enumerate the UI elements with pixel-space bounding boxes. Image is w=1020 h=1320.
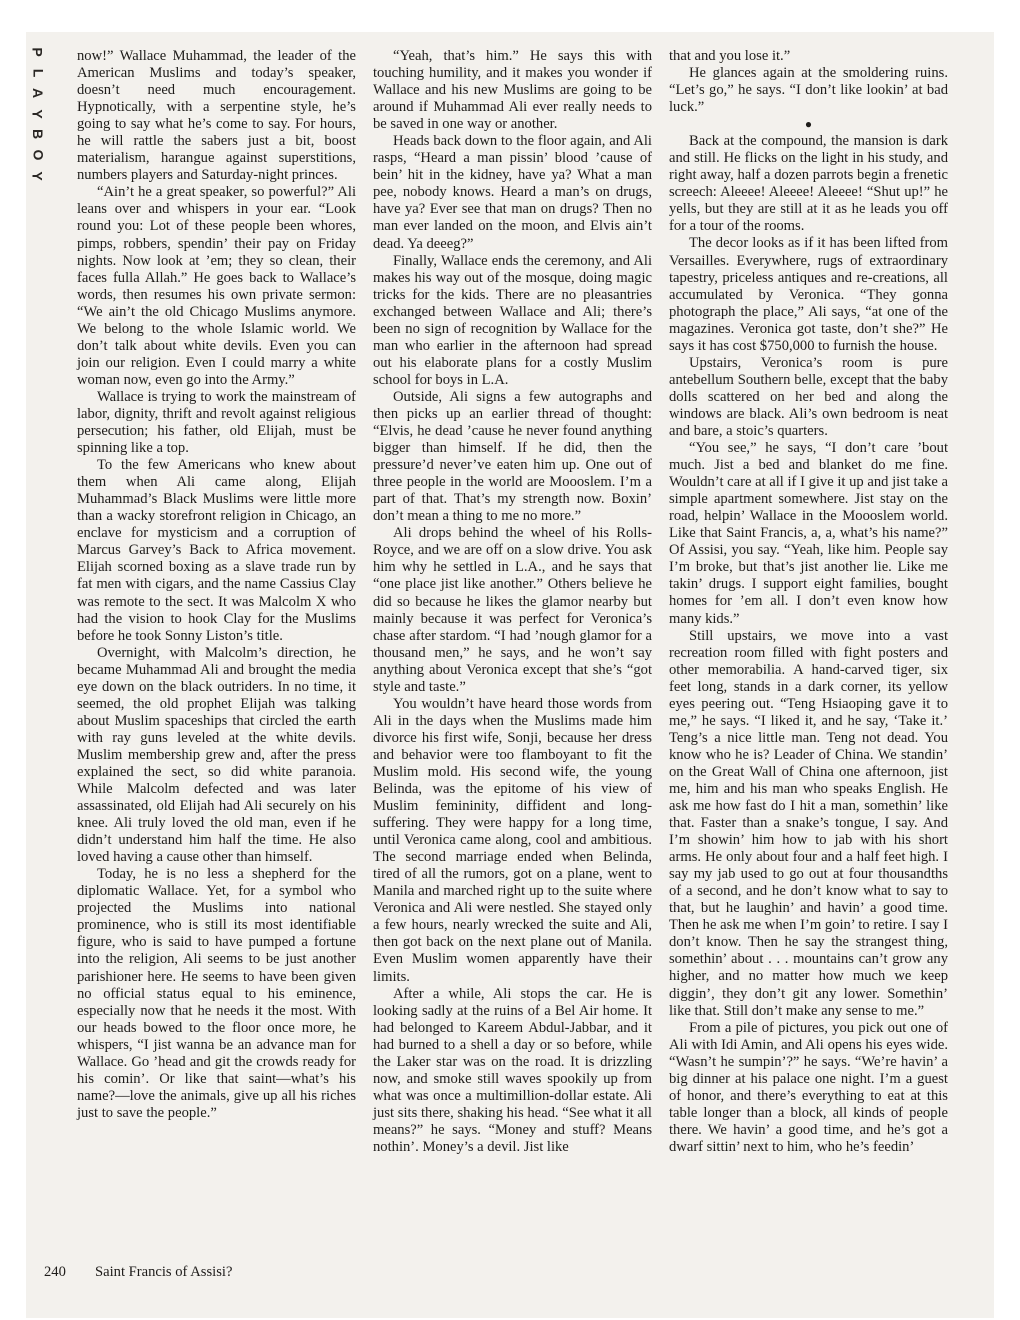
paragraph: Today, he is no less a shepherd for the diplomatic Wallace. Yet, for a symbol who projected the Muslims into national prominence, who is still its most identifiable figure, who is said to have pumped a fortune into the religion, Ali seems to be just another parishioner here. He seems to have been given no official status equal to his eminence, especially now that he needs it the most. With our heads bowed to the floor once more, he whispers, “I jist wanna be an advance man for Wallace. Go ’head and git the crowds ready for his comin’. Or like that saint—what’s his name?—love the animals, give up all his riches just to save the people.”: [77, 866, 356, 1121]
paragraph: You wouldn’t have heard those words from Ali in the days when the Muslims made him divorce his first wife, Sonji, because her dress and behavior were too flamboyant to fit the Muslim mold. His second wife, the young Belinda, was the epitome of his view of Muslim femininity, diffident and long-suffering. They were happy for a long time, until Veronica came along, cool and ambitious. The second marriage ended when Belinda, tired of all the rumors, got on a plane, went to Manila and marched right up to the suite where Veronica and Ali were nestled. She stayed only a few hours, nearly wrecked the suite and Ali, then got back on the next plane out of Manila. Even Muslim women apparently have their limits.: [373, 695, 652, 985]
section-break-bullet: ●: [804, 117, 813, 132]
paragraph: He glances again at the smoldering ruins. “Let’s go,” he says. “I don’t like lookin’ at bad luck.”: [669, 65, 948, 116]
paragraph: Heads back down to the floor again, and Ali rasps, “Heard a man pissin’ blood ’cause of bein’ hit in the kidney, have ya? What a man pee, nobody knows. Heard a man’s on drugs, have ya? Ever see that man on drugs? Then no man ever landed on the moon, and Elvis ain’t dead. Ya deeeg?”: [373, 133, 652, 252]
paragraph: “You see,” he says, “I don’t care ’bout much. Jist a bed and blanket do me fine. Wouldn’t care at all if I give it up and jist take a simple apartment somewhere. Jist stay on the road, helpin’ Wallace in the Moooslem world. Like that Saint Francis, a, a, what’s his name?” Of Assisi, you say. “Yeah, like him. People say I’m broke, but that’s jist another lie. Like me takin’ drugs. I support eight families, bought homes for ’em all. I don’t even know how many kids.”: [669, 440, 948, 627]
running-head-letter: O: [29, 149, 46, 161]
paragraph: that and you lose it.”: [669, 48, 791, 64]
running-head-letter: L: [30, 68, 46, 77]
running-head: [30, 44, 46, 188]
paragraph: Saint Francis of Assisi?: [95, 1264, 233, 1280]
page-number: 240: [44, 1264, 66, 1280]
paragraph: Overnight, with Malcolm’s direction, he became Muhammad Ali and brought the media eye down on the black outriders. In no time, it seemed, the old prophet Elijah was talking about Muslim spaceships that circled the earth with ray guns leveled at the white devils. Muslim membership grew and, after the press explained the sect, so did white paranoia. While Malcolm defected and was later assassinated, old Elijah had Ali securely on his knee. Ali truly loved the old man, even if he didn’t understand him half the time. He also loved having a cause other than himself.: [77, 644, 356, 866]
paragraph: Upstairs, Veronica’s room is pure antebellum Southern belle, except that the baby dolls scattered on her bed and along the windows are black. Ali’s own bedroom is neat and bare, a stoic’s quarters.: [669, 354, 948, 439]
paragraph: now!” Wallace Muhammad, the leader of the American Muslims and today’s speaker, doesn’t need much encouragement. Hypnotically, with a serpentine style, he’s going to say what he’s come to say. For hours, he will rattle the sabers just a bit, boost materialism, harangue against superstitions, numbers players and Saturday-night princes.: [77, 48, 356, 184]
paragraph: After a while, Ali stops the car. He is looking sadly at the ruins of a Bel Air home. It had belonged to Kareem Abdul-Jabbar, and it had burned to a shell a day or so before, while the Laker star was on the road. It is drizzling now, and smoke still waves spookily up from what was once a multimillion-dollar estate. Ali just sits there, shaking his head. “See what it all means?” he says. “Money and stuff? Means nothin’. Money’s a devil. Jist like: [373, 985, 652, 1155]
paragraph: Wallace is trying to work the mainstream of labor, dignity, thrift and revolt against religious persecution; his father, old Elijah, must be spinning like a top.: [77, 388, 356, 457]
running-head-letter: P: [30, 47, 46, 57]
paragraph: Still upstairs, we move into a vast recreation room filled with fight posters and other memorabilia. A hand-carved tiger, six feet long, stands in a dark corner, its yellow eyes peering out. “Teng Hsiaoping gave it to me,” he says. “I liked it, and he say, ‘Take it.’ Teng’s a nice little man. Teng not dead. You know who he is? Leader of China. We standin’ on the Great Wall of China one afternoon, jist me, him and his man who speaks English. He ask me how fast do I hit a man, somethin’ like that. Faster than a snake’s tongue, I say. And I’m showin’ him how to jab with his short arms. He only about four and a half feet high. I say my jab used to go out at four thousandths of a second, and he don’t know what to say to that, but he laughin’ and havin’ a good time. Then he ask me when I’m goin’ to retire. I say I don’t know. Then he say the strangest thing, somethin’ about . . . mountains can’t grow any higher, and no matter how much we keep diggin’, they don’t git any lower. Somethin’ like that. Still don’t make any sense to me.”: [669, 627, 948, 1019]
paragraph: Finally, Wallace ends the ceremony, and Ali makes his way out of the mosque, doing magic tricks for the kids. There are no pleasantries exchanged between Wallace and Ali; there’s been no sign of recognition by Wallace for the man who earlier in the afternoon had spread out his elaborate plans for a costly Muslim school for boys in L.A.: [373, 252, 652, 388]
paragraph: From a pile of pictures, you pick out one of Ali with Idi Amin, and Ali opens his eyes wide. “Wasn’t he sumpin’?” he says. “We’re havin’ a big dinner at his palace one night. I’m a guest of honor, and there’s everything to eat at this table longer than a block, all kinds of people there. We havin’ a good time, and he’s got a dwarf sittin’ next to him, who he’s feedin’: [669, 1019, 948, 1155]
running-head-letter: A: [30, 88, 46, 99]
column-1: [77, 48, 356, 1122]
column-3: [669, 48, 948, 1156]
running-head-letter: Y: [30, 170, 46, 181]
paragraph: Outside, Ali signs a few autographs and then picks up an earlier thread of thought: “Elvis, he dead ’cause he never found anything bigger than himself. If he did, then the pressure’d never’ve eaten him up. One out of three people in the world are Moooslem. I’m a part of that. That’s my strength now. Boxin’ don’t mean a thing to me no more.”: [373, 388, 652, 525]
paragraph: Ali drops behind the wheel of his Rolls-Royce, and we are off on a slow drive. You ask him why he settled in L.A., and he says that “one place jist like another.” Others believe he did so because he likes the glamor nearby but mainly because it was perfect for Veronica’s chase after stardom. “I had ’nough glamor for a thousand men,” he says, and he won’t say anything about Veronica except that she’s “got style and taste.”: [373, 525, 652, 695]
running-head-letter: B: [30, 129, 46, 140]
paragraph: “Ain’t he a great speaker, so powerful?” Ali leans over and whispers in your ear. “Look round you: Lot of these people been whores, pimps, robbers, spendin’ their pay on Friday nights. Now look at ’em; they so clean, their faces fulla Allah.” He goes back to Wallace’s words, then resumes his own private sermon: “We ain’t the old Chicago Muslims anymore. We belong to the whole Islamic world. We don’t talk about white devils. Even you can join our religion. Even I could marry a white woman now, even go into the Army.”: [77, 184, 356, 388]
column-2: [373, 48, 652, 1156]
paragraph: “Yeah, that’s him.” He says this with touching humility, and it makes you wonder if Wallace and his new Muslims are going to be around if Muhammad Ali ever really needs to be saved in one way or another.: [373, 48, 652, 133]
paragraph: To the few Americans who knew about them when Ali came along, Elijah Muhammad’s Black Muslims were little more than a wacky storefront religion in Chicago, an enclave for mysticism and a corruption of Marcus Garvey’s Back to Africa movement. Elijah scorned boxing as a slave trade run by fat men with cigars, and the name Cassius Clay was remote to the sect. It was Malcolm X who had the vision to hook Clay for the Muslims before he took Sonny Liston’s title.: [77, 457, 356, 644]
paragraph: Back at the compound, the mansion is dark and still. He flicks on the light in his study, and right away, half a dozen parrots begin a frenetic screech: Aleeee! Aleeee! Aleeee! “Shut up!” he yells, but they are still at it as he leads you off for a tour of the rooms.: [669, 133, 948, 235]
running-head-letter: Y: [30, 109, 46, 119]
paragraph: The decor looks as if it has been lifted from Versailles. Everywhere, rugs of extraordinary tapestry, priceless antiques and re-creations, all accumulated by Veronica. “They gonna photograph the place,” Ali says, “at one of the magazines. Veronica got taste, don’t she?” He says it has cost $750,000 to furnish the house.: [669, 235, 948, 354]
